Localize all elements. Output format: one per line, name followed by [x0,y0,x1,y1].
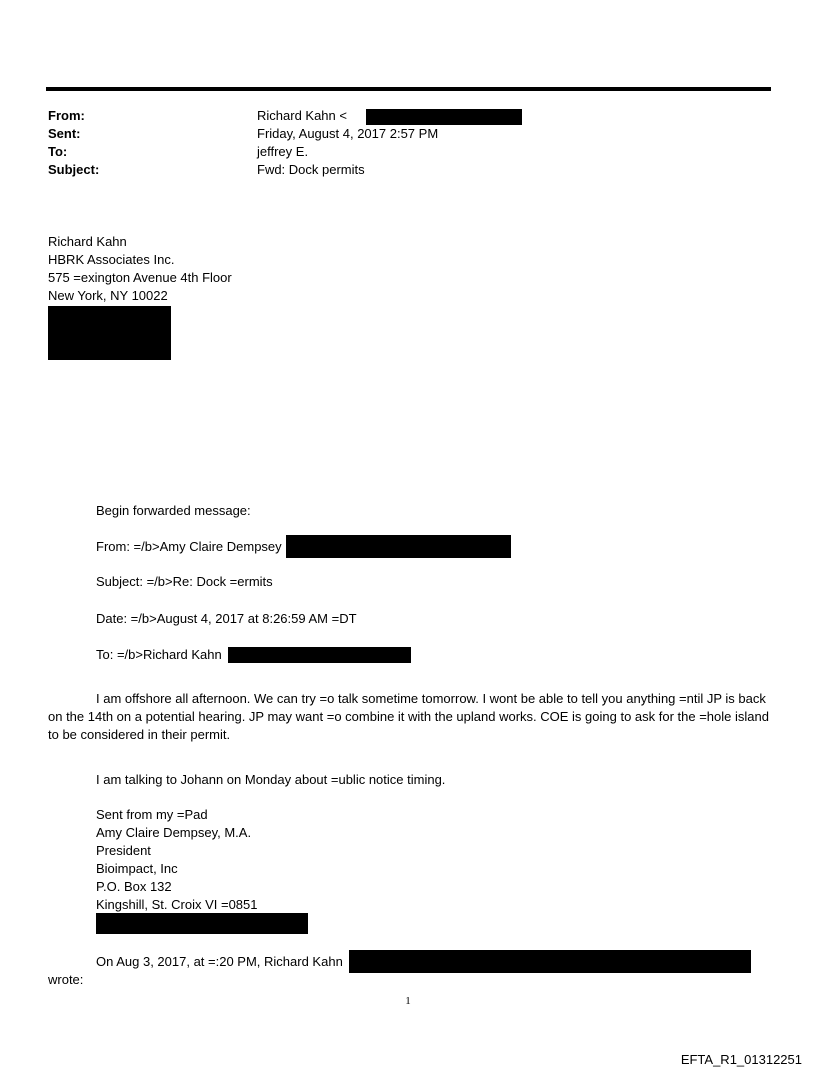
sent-label: Sent: [48,126,81,141]
forward-subject-line: Subject: =/b>Re: Dock =ermits [96,574,273,589]
subject-label: Subject: [48,162,100,177]
body-paragraph-2: I am talking to Johann on Monday about =ublic notice timing. [96,772,446,787]
signature-name: Richard Kahn [48,234,127,249]
to-label: To: [48,144,68,159]
sent-value: Friday, August 4, 2017 2:57 PM [257,126,439,141]
sender-sig-line2: Amy Claire Dempsey, M.A. [96,825,252,840]
redaction-forward-from-email [286,535,511,558]
redaction-quote-email [349,950,751,973]
signature-address-line2: New York, NY 10022 [48,288,168,303]
page-number: 1 [405,995,411,1007]
redaction-signature-contact [48,306,171,360]
forward-to-line: To: =/b>Richard Kahn [96,647,222,662]
header-rule [46,87,771,91]
to-value: jeffrey E. [257,144,309,159]
forward-intro: Begin forwarded message: [96,503,251,518]
sender-sig-line3: President [96,843,151,858]
signature-address-line1: 575 =exington Avenue 4th Floor [48,270,232,285]
forward-from-line: From: =/b>Amy Claire Dempsey [96,539,282,554]
from-value: Richard Kahn < [257,108,347,123]
sender-sig-line6: Kingshill, St. Croix VI =0851 [96,897,258,912]
subject-value: Fwd: Dock permits [257,162,365,177]
sender-sig-line5: P.O. Box 132 [96,879,172,894]
bates-number: EFTA_R1_01312251 [680,1052,802,1067]
redaction-sender-contact [96,913,308,934]
signature-company: HBRK Associates Inc. [48,252,175,267]
body-paragraph-1: I am offshore all afternoon. We can try =o talk sometime tomorrow. I wont be able to tell you anything =ntil JP is back on the 14th on a potential hearing. JP may want =o combine it with the upland works. COE is going to ask for the =hole island to be considered in their permit. [48,691,769,742]
sender-sig-line4: Bioimpact, Inc [96,861,178,876]
redaction-from-email [366,109,522,125]
redaction-forward-to-email [228,647,411,663]
from-label: From: [48,108,85,123]
quote-wrote: wrote: [48,972,84,987]
forward-date-line: Date: =/b>August 4, 2017 at 8:26:59 AM =DT [96,611,357,626]
quote-line: On Aug 3, 2017, at =:20 PM, Richard Kahn [96,954,343,969]
sender-sig-line1: Sent from my =Pad [96,807,208,822]
